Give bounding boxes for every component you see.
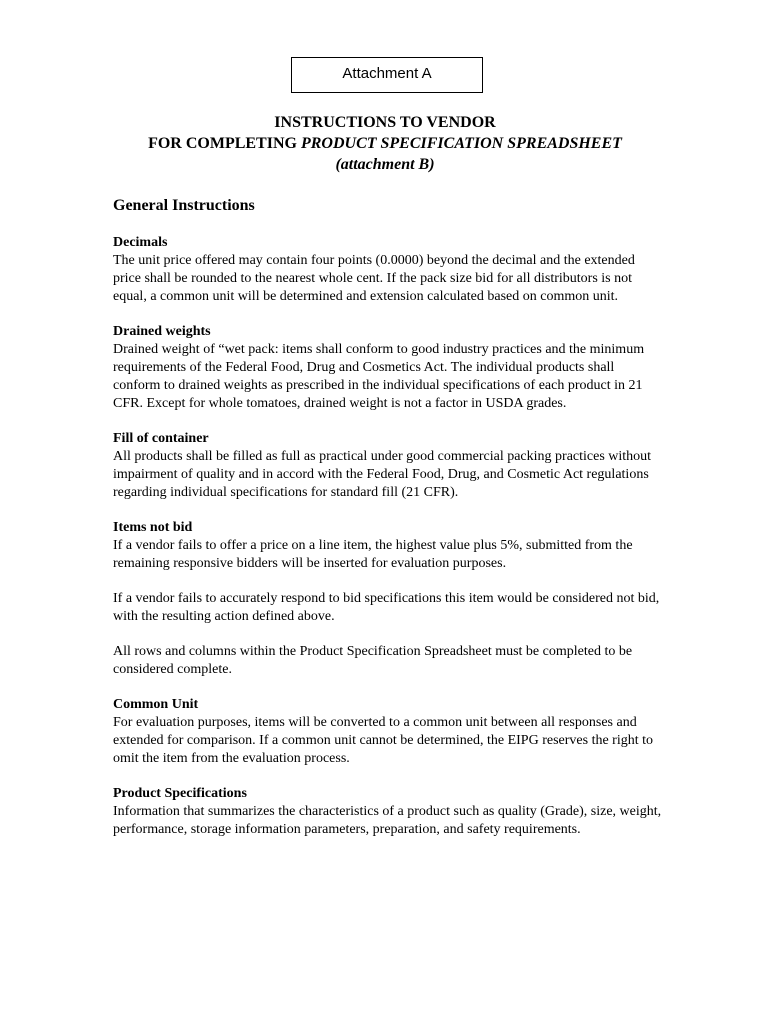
title-line-3 xyxy=(0,154,770,175)
section-product-specifications xyxy=(113,785,665,839)
items-not-bid-text-1: If a vendor fails to offer a price on a line item, the highest value plus 5%, submitted from the remaining responsive bidders will be inserted for evaluation purposes. xyxy=(113,538,633,571)
section-decimals xyxy=(113,234,665,306)
title-line-2-prefix: FOR COMPLETING xyxy=(148,135,301,152)
drained-weights-text: Drained weight of “wet pack: items shall conform to good industry practices and the minimum requirements of the Federal Food, Drug and Cosmetics Act. The individual products shall conform to drained weights as prescribed in the individual specifications of each product in 21 CFR. Except for whole tomatoes, drained weight is not a factor in USDA grades. xyxy=(113,342,645,411)
fill-of-container-text: All products shall be filled as full as practical under good commercial packing practices without impairment of quality and in accord with the Federal Food, Drug, and Cosmetic Act regulations regarding individual specifications for standard fill (21 CFR). xyxy=(113,449,652,500)
title-line-1: INSTRUCTIONS TO VENDOR xyxy=(274,114,496,131)
decimals-text: The unit price offered may contain four points (0.0000) beyond the decimal and the extended price shall be rounded to the nearest whole cent. If the pack size bid for all distributors is not equal, a common unit will be determined and extension calculated based on common unit. xyxy=(113,253,635,304)
title-line-2-italic: PRODUCT SPECIFICATION SPREADSHEET xyxy=(300,135,622,152)
section-fill-of-container xyxy=(113,430,665,502)
drained-weights-heading: Drained weights xyxy=(113,324,211,339)
product-specifications-heading: Product Specifications xyxy=(113,786,247,801)
section-drained-weights xyxy=(113,323,665,413)
title-line-2 xyxy=(0,133,770,154)
section-items-not-bid xyxy=(113,519,665,679)
document-body xyxy=(113,196,665,856)
common-unit-heading: Common Unit xyxy=(113,697,199,712)
fill-of-container-heading: Fill of container xyxy=(113,431,209,446)
attachment-label-box xyxy=(291,57,483,93)
product-specifications-text: Information that summarizes the characteristics of a product such as quality (Grade), size, weight, performance, storage information parameters, preparation, and safety requirements. xyxy=(113,804,662,837)
general-instructions-heading: General Instructions xyxy=(113,197,255,214)
document-title xyxy=(0,112,770,175)
items-not-bid-text-2: If a vendor fails to accurately respond to bid specifications this item would be considered not bid, with the resulting action defined above. xyxy=(113,591,660,624)
decimals-heading: Decimals xyxy=(113,235,168,250)
items-not-bid-text-3: All rows and columns within the Product Specification Spreadsheet must be completed to be considered complete. xyxy=(113,644,633,677)
section-common-unit xyxy=(113,696,665,768)
title-line-3-italic: (attachment B) xyxy=(335,156,435,173)
common-unit-text: For evaluation purposes, items will be converted to a common unit between all responses and extended for comparison. If a common unit cannot be determined, the EIPG reserves the right to omit the item from the evaluation process. xyxy=(113,715,653,766)
items-not-bid-heading: Items not bid xyxy=(113,520,193,535)
attachment-label: Attachment A xyxy=(342,65,432,82)
